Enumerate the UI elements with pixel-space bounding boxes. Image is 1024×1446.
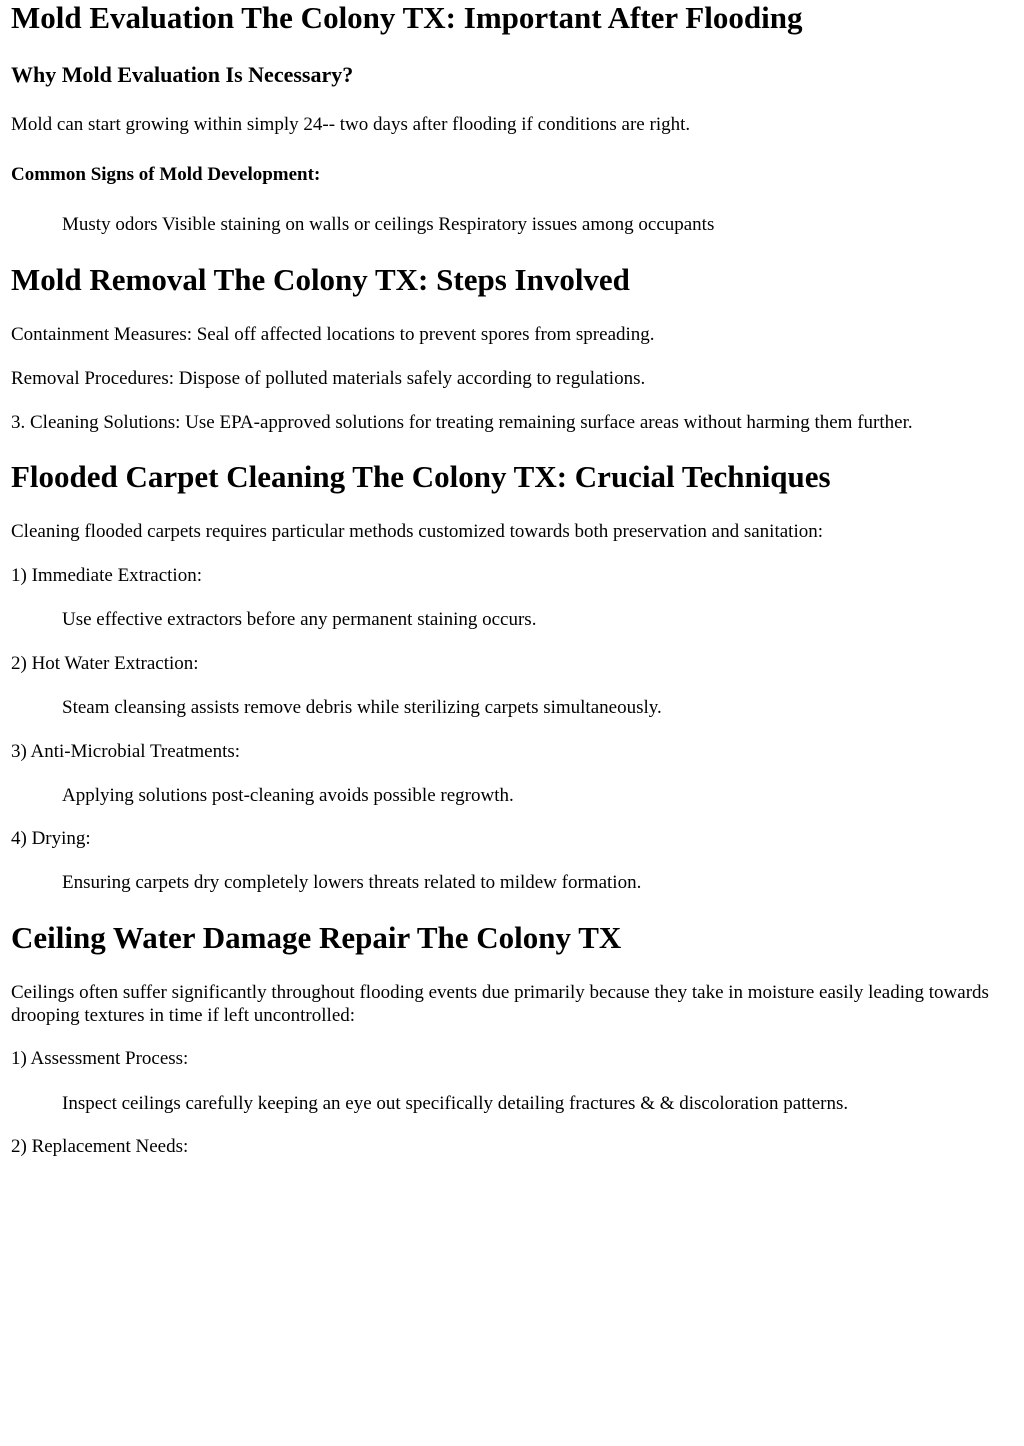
section-heading-flooded-carpet: Flooded Carpet Cleaning The Colony TX: Crucial Techniques bbox=[11, 459, 831, 494]
list-item-label: 2) Hot Water Extraction: bbox=[11, 653, 199, 674]
paragraph-step: Removal Procedures: Dispose of polluted materials safely according to regulations. bbox=[11, 368, 646, 389]
list-item-label: 4) Drying: bbox=[11, 828, 91, 849]
blockquote-detail: Use effective extractors before any permanent staining occurs. bbox=[62, 609, 537, 630]
subheading-why-mold-evaluation: Why Mold Evaluation Is Necessary? bbox=[11, 62, 354, 87]
subheading-common-signs: Common Signs of Mold Development: bbox=[11, 164, 321, 185]
list-item-label: 1) Immediate Extraction: bbox=[11, 565, 202, 586]
section-heading-mold-removal: Mold Removal The Colony TX: Steps Involved bbox=[11, 262, 630, 297]
section-heading-ceiling-repair: Ceiling Water Damage Repair The Colony TX bbox=[11, 920, 622, 955]
blockquote-detail: Applying solutions post-cleaning avoids possible regrowth. bbox=[62, 785, 514, 806]
list-item-label: 3) Anti-Microbial Treatments: bbox=[11, 741, 241, 762]
blockquote-detail: Inspect ceilings carefully keeping an eye out specifically detailing fractures & & discoloration patterns. bbox=[62, 1093, 849, 1114]
blockquote-detail: Ensuring carpets dry completely lowers threats related to mildew formation. bbox=[62, 872, 642, 893]
paragraph-mold-growth: Mold can start growing within simply 24-- two days after flooding if conditions are right. bbox=[11, 114, 691, 135]
paragraph-carpet-intro: Cleaning flooded carpets requires particular methods customized towards both preservation and sanitation: bbox=[11, 521, 824, 542]
section-heading-mold-evaluation: Mold Evaluation The Colony TX: Important After Flooding bbox=[11, 0, 803, 35]
paragraph-step: Containment Measures: Seal off affected locations to prevent spores from spreading. bbox=[11, 324, 655, 345]
blockquote-signs: Musty odors Visible staining on walls or ceilings Respiratory issues among occupants bbox=[62, 214, 715, 235]
list-item-label: 2) Replacement Needs: bbox=[11, 1136, 189, 1157]
list-item-label: 1) Assessment Process: bbox=[11, 1048, 189, 1069]
paragraph-step: 3. Cleaning Solutions: Use EPA-approved solutions for treating remaining surface areas without harming them further. bbox=[11, 412, 913, 433]
blockquote-detail: Steam cleansing assists remove debris while sterilizing carpets simultaneously. bbox=[62, 697, 662, 718]
paragraph-ceiling-intro: Ceilings often suffer significantly throughout flooding events due primarily because they take in moisture easily leading towards drooping textures in time if left uncontrolled: bbox=[11, 982, 989, 1026]
